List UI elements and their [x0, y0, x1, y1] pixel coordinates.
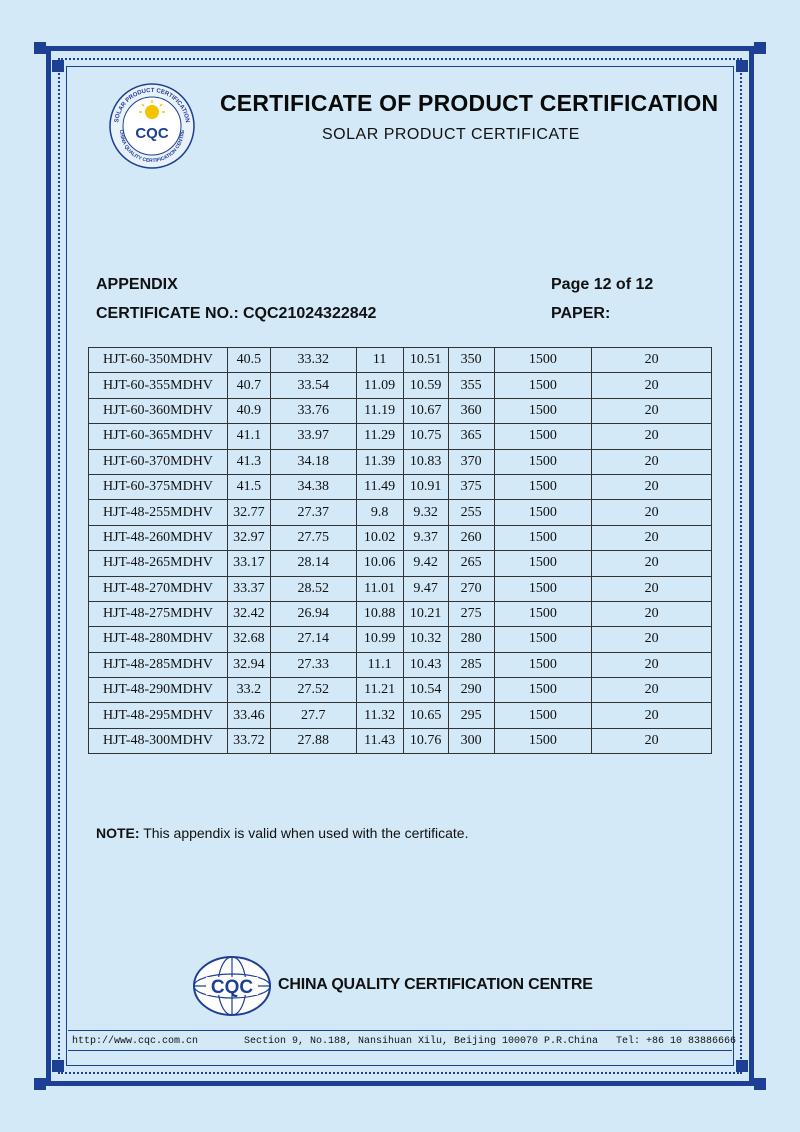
- table-cell: 11.01: [356, 576, 403, 601]
- table-cell: 27.75: [270, 525, 356, 550]
- table-cell: 33.46: [227, 703, 270, 728]
- table-cell: 10.99: [356, 627, 403, 652]
- table-cell: 10.59: [403, 373, 448, 398]
- table-cell: 20: [592, 424, 712, 449]
- table-cell: 9.47: [403, 576, 448, 601]
- table-cell: 20: [592, 348, 712, 373]
- table-cell: 20: [592, 551, 712, 576]
- table-cell: 10.32: [403, 627, 448, 652]
- table-cell: 32.94: [227, 652, 270, 677]
- table-cell: 1500: [494, 703, 592, 728]
- table-cell: 20: [592, 525, 712, 550]
- table-cell: 20: [592, 449, 712, 474]
- certificate-label: CERTIFICATE NO.:: [96, 305, 239, 322]
- table-cell: HJT-60-375MDHV: [89, 474, 228, 499]
- table-cell: 32.77: [227, 500, 270, 525]
- table-cell: 10.76: [403, 728, 448, 753]
- table-cell: 1500: [494, 398, 592, 423]
- table-cell: 40.5: [227, 348, 270, 373]
- table-cell: 32.42: [227, 601, 270, 626]
- table-row: [89, 627, 712, 652]
- table-cell: 20: [592, 398, 712, 423]
- table-cell: 27.7: [270, 703, 356, 728]
- footer-address: Section 9, No.188, Nansihuan Xilu, Beijing 100070 P.R.China: [244, 1036, 599, 1047]
- table-cell: 1500: [494, 424, 592, 449]
- table-cell: 20: [592, 703, 712, 728]
- product-table: [88, 347, 712, 754]
- table-cell: 290: [448, 678, 494, 703]
- table-cell: 10.83: [403, 449, 448, 474]
- corner-square: [52, 60, 64, 72]
- table-cell: 1500: [494, 500, 592, 525]
- table-cell: HJT-48-285MDHV: [89, 652, 228, 677]
- table-cell: 11.09: [356, 373, 403, 398]
- table-cell: 20: [592, 500, 712, 525]
- table-cell: 40.7: [227, 373, 270, 398]
- logo-text: CQC: [135, 125, 169, 142]
- table-cell: 1500: [494, 627, 592, 652]
- table-cell: HJT-60-370MDHV: [89, 449, 228, 474]
- page-title: CERTIFICATE OF PRODUCT CERTIFICATION: [220, 90, 719, 116]
- table-cell: 27.37: [270, 500, 356, 525]
- table-cell: 33.32: [270, 348, 356, 373]
- table-cell: 10.54: [403, 678, 448, 703]
- table-cell: 33.54: [270, 373, 356, 398]
- table-cell: 27.52: [270, 678, 356, 703]
- table-cell: 27.14: [270, 627, 356, 652]
- table-cell: 33.2: [227, 678, 270, 703]
- table-cell: HJT-48-280MDHV: [89, 627, 228, 652]
- appendix-label: APPENDIX: [96, 276, 178, 293]
- table-row: [89, 703, 712, 728]
- table-cell: 1500: [494, 576, 592, 601]
- footer-divider: [68, 1050, 732, 1051]
- table-cell: 28.14: [270, 551, 356, 576]
- table-cell: 300: [448, 728, 494, 753]
- table-cell: 9.32: [403, 500, 448, 525]
- note: [96, 825, 468, 841]
- table-cell: 10.75: [403, 424, 448, 449]
- table-cell: 275: [448, 601, 494, 626]
- table-cell: 33.17: [227, 551, 270, 576]
- page-subtitle: SOLAR PRODUCT CERTIFICATE: [322, 126, 580, 143]
- note-text: This appendix is valid when used with the certificate.: [139, 825, 469, 841]
- table-cell: 27.88: [270, 728, 356, 753]
- table-cell: 26.94: [270, 601, 356, 626]
- centre-name: CHINA QUALITY CERTIFICATION CENTRE: [278, 976, 593, 993]
- table-cell: 20: [592, 373, 712, 398]
- table-cell: 1500: [494, 525, 592, 550]
- table-cell: HJT-48-295MDHV: [89, 703, 228, 728]
- table-cell: 11: [356, 348, 403, 373]
- table-cell: 360: [448, 398, 494, 423]
- table-cell: 10.65: [403, 703, 448, 728]
- table-cell: 28.52: [270, 576, 356, 601]
- table-cell: 11.49: [356, 474, 403, 499]
- table-cell: 260: [448, 525, 494, 550]
- table-cell: HJT-48-300MDHV: [89, 728, 228, 753]
- table-cell: 265: [448, 551, 494, 576]
- table-cell: 285: [448, 652, 494, 677]
- certificate-number: CQC21024322842: [243, 305, 377, 322]
- table-row: [89, 424, 712, 449]
- table-cell: HJT-60-355MDHV: [89, 373, 228, 398]
- table-cell: 1500: [494, 348, 592, 373]
- table-cell: 9.42: [403, 551, 448, 576]
- table-cell: 11.29: [356, 424, 403, 449]
- table-cell: 20: [592, 678, 712, 703]
- table-cell: HJT-48-290MDHV: [89, 678, 228, 703]
- cqc-logo: [192, 955, 272, 1017]
- corner-square: [736, 60, 748, 72]
- table-cell: 11.43: [356, 728, 403, 753]
- table-cell: 33.37: [227, 576, 270, 601]
- table-cell: 32.97: [227, 525, 270, 550]
- table-cell: 20: [592, 652, 712, 677]
- table-cell: 1500: [494, 449, 592, 474]
- bottom-logo-text: CQC: [210, 977, 254, 998]
- table-cell: 355: [448, 373, 494, 398]
- table-cell: 1500: [494, 551, 592, 576]
- table-row: [89, 474, 712, 499]
- table-cell: HJT-48-265MDHV: [89, 551, 228, 576]
- note-label: NOTE:: [96, 825, 140, 841]
- table-cell: 27.33: [270, 652, 356, 677]
- table-cell: HJT-48-260MDHV: [89, 525, 228, 550]
- table-cell: 280: [448, 627, 494, 652]
- table-cell: HJT-48-275MDHV: [89, 601, 228, 626]
- table-row: [89, 678, 712, 703]
- table-cell: HJT-60-365MDHV: [89, 424, 228, 449]
- table-row: [89, 449, 712, 474]
- table-cell: 34.38: [270, 474, 356, 499]
- table-cell: 10.88: [356, 601, 403, 626]
- table-cell: 10.02: [356, 525, 403, 550]
- table-cell: 20: [592, 627, 712, 652]
- table-cell: 9.37: [403, 525, 448, 550]
- table-row: [89, 652, 712, 677]
- table-cell: 41.5: [227, 474, 270, 499]
- table-cell: 11.21: [356, 678, 403, 703]
- paper-label: PAPER:: [551, 305, 611, 322]
- footer-website: http://www.cqc.com.cn: [72, 1036, 199, 1047]
- table-cell: 20: [592, 601, 712, 626]
- corner-square: [34, 42, 46, 54]
- table-cell: 10.43: [403, 652, 448, 677]
- table-cell: 20: [592, 474, 712, 499]
- table-cell: 41.1: [227, 424, 270, 449]
- table-cell: 365: [448, 424, 494, 449]
- table-cell: 34.18: [270, 449, 356, 474]
- table-cell: 11.1: [356, 652, 403, 677]
- corner-square: [754, 1078, 766, 1090]
- page-number: Page 12 of 12: [551, 276, 654, 293]
- corner-square: [34, 1078, 46, 1090]
- table-cell: 33.76: [270, 398, 356, 423]
- table-cell: 1500: [494, 728, 592, 753]
- table-cell: HJT-60-360MDHV: [89, 398, 228, 423]
- table-cell: 40.9: [227, 398, 270, 423]
- corner-square: [736, 1060, 748, 1072]
- table-cell: 32.68: [227, 627, 270, 652]
- table-cell: 270: [448, 576, 494, 601]
- table-cell: 11.32: [356, 703, 403, 728]
- table-cell: 10.51: [403, 348, 448, 373]
- table-row: [89, 348, 712, 373]
- table-cell: 20: [592, 728, 712, 753]
- table-cell: 255: [448, 500, 494, 525]
- table-cell: HJT-60-350MDHV: [89, 348, 228, 373]
- table-row: [89, 500, 712, 525]
- corner-square: [52, 1060, 64, 1072]
- table-cell: 11.19: [356, 398, 403, 423]
- footer-tel: Tel: +86 10 83886666: [616, 1036, 737, 1047]
- table-cell: 33.72: [227, 728, 270, 753]
- logo-ring-top: SOLAR PRODUCT CERTIFICATION: [114, 87, 190, 124]
- table-row: [89, 373, 712, 398]
- table-cell: 1500: [494, 474, 592, 499]
- table-cell: 1500: [494, 601, 592, 626]
- table-cell: 1500: [494, 652, 592, 677]
- table-cell: 33.97: [270, 424, 356, 449]
- table-cell: 10.91: [403, 474, 448, 499]
- table-row: [89, 551, 712, 576]
- table-cell: HJT-48-270MDHV: [89, 576, 228, 601]
- footer-divider: [68, 1030, 732, 1031]
- table-cell: 1500: [494, 373, 592, 398]
- table-row: [89, 728, 712, 753]
- corner-square: [754, 42, 766, 54]
- cqc-solar-logo: [108, 82, 196, 170]
- table-cell: 370: [448, 449, 494, 474]
- table-cell: 10.21: [403, 601, 448, 626]
- table-row: [89, 576, 712, 601]
- table-cell: 10.67: [403, 398, 448, 423]
- table-cell: 295: [448, 703, 494, 728]
- table-cell: 10.06: [356, 551, 403, 576]
- logo-ring-bottom: CHINA QUALITY CERTIFICATION CENTRE: [117, 129, 187, 165]
- table-row: [89, 601, 712, 626]
- table-cell: 9.8: [356, 500, 403, 525]
- table-cell: 41.3: [227, 449, 270, 474]
- table-cell: 1500: [494, 678, 592, 703]
- table-cell: 350: [448, 348, 494, 373]
- table-cell: 20: [592, 576, 712, 601]
- table-row: [89, 525, 712, 550]
- table-cell: HJT-48-255MDHV: [89, 500, 228, 525]
- table-row: [89, 398, 712, 423]
- table-cell: 375: [448, 474, 494, 499]
- table-cell: 11.39: [356, 449, 403, 474]
